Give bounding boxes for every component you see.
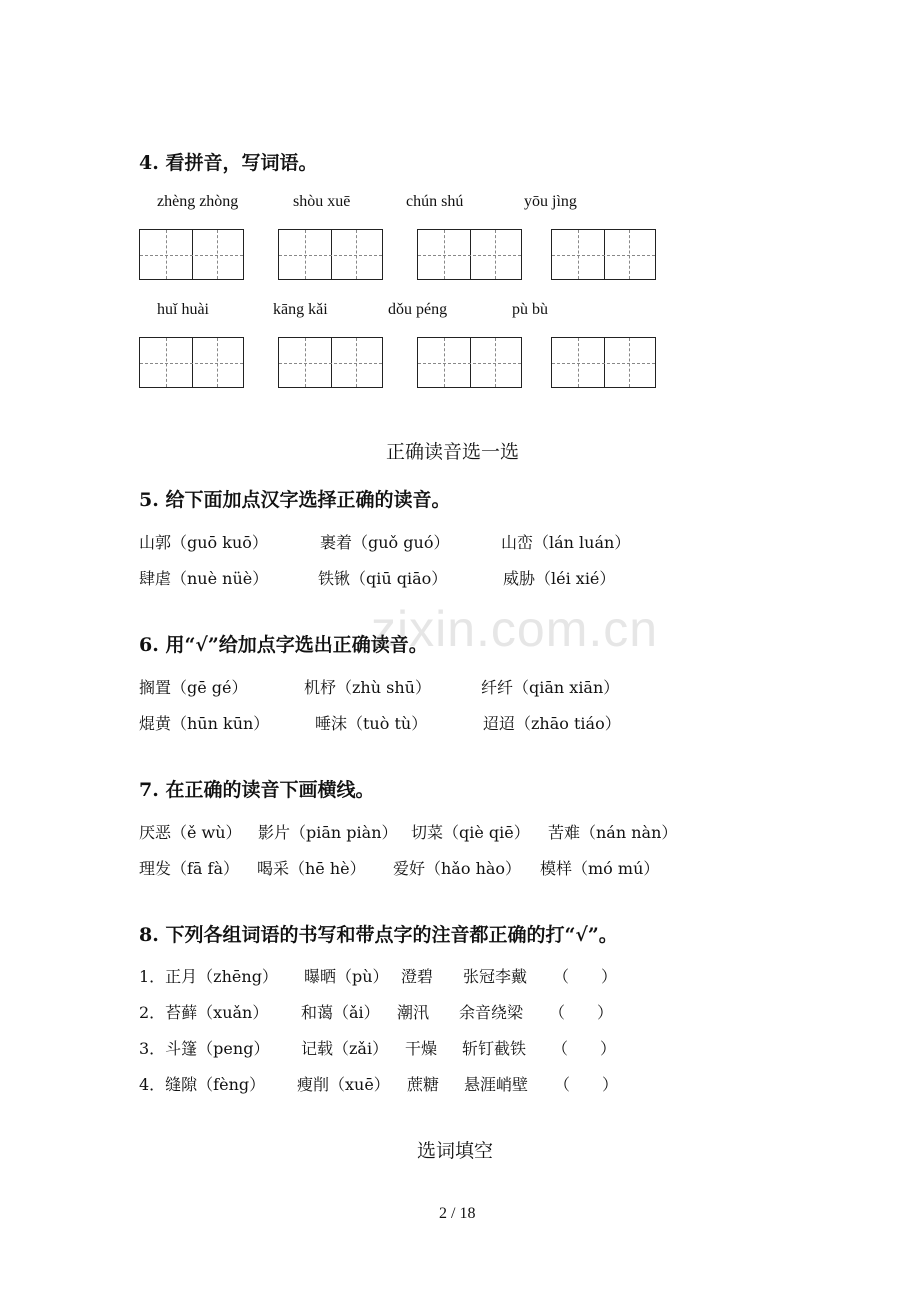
option-word: 2．苔藓（xuǎn） xyxy=(139,1003,269,1022)
writing-grid[interactable] xyxy=(417,337,522,388)
writing-grid[interactable] xyxy=(551,229,656,280)
option-word: 4．缝隙（fèng） xyxy=(139,1075,266,1094)
option-word: 瘦削（xuē） xyxy=(297,1075,390,1094)
section-heading: 正确读音选一选 xyxy=(386,441,520,463)
pinyin-label: dǒu péng xyxy=(388,301,448,318)
reading-item: 裹着（guǒ guó） xyxy=(320,533,450,552)
pinyin-label: shòu xuē xyxy=(293,193,351,210)
writing-grid[interactable] xyxy=(139,337,244,388)
option-word: 澄碧 xyxy=(401,967,434,986)
reading-item: 纤纤（qiān xiān） xyxy=(481,678,620,697)
option-word: 干燥 xyxy=(405,1039,438,1058)
option-word: 曝晒（pù） xyxy=(304,967,389,986)
question-7-title: 7. 在正确的读音下画横线。 xyxy=(139,779,375,801)
reading-item: 搁置（gē gé） xyxy=(139,678,248,697)
question-4-title: 4. 看拼音，写词语。 xyxy=(139,152,318,174)
pinyin-label: chún shú xyxy=(406,193,464,210)
option-word: 潮汛 xyxy=(397,1003,430,1022)
answer-blank[interactable]: （ ） xyxy=(553,967,618,986)
option-word: 斩钉截铁 xyxy=(462,1039,527,1058)
option-word: 余音绕梁 xyxy=(459,1003,524,1022)
reading-item: 模样（mó mú） xyxy=(540,859,660,878)
writing-grid[interactable] xyxy=(278,337,383,388)
reading-item: 切菜（qiè qiē） xyxy=(411,823,530,842)
reading-item: 铁锹（qiū qiāo） xyxy=(318,569,448,588)
option-word: 1．正月（zhēng） xyxy=(139,967,278,986)
pinyin-label: kāng kǎi xyxy=(273,301,328,318)
section-heading: 选词填空 xyxy=(417,1140,494,1162)
reading-item: 理发（fā fà） xyxy=(139,859,240,878)
option-word: 和蔼（ǎi） xyxy=(301,1003,380,1022)
question-6-title: 6. 用“√”给加点字选出正确读音。 xyxy=(139,634,428,656)
watermark-text: zixin.com.cn xyxy=(371,601,659,657)
option-word: 3．斗篷（peng） xyxy=(139,1039,270,1058)
answer-blank[interactable]: （ ） xyxy=(554,1075,619,1094)
pinyin-label: huǐ huài xyxy=(157,301,209,318)
answer-blank[interactable]: （ ） xyxy=(552,1039,617,1058)
reading-item: 威胁（léi xié） xyxy=(503,569,616,588)
writing-grid[interactable] xyxy=(551,337,656,388)
pinyin-label: zhèng zhòng xyxy=(157,193,239,210)
option-word: 张冠李戴 xyxy=(463,967,528,986)
reading-item: 山郭（guō kuō） xyxy=(139,533,268,552)
reading-item: 厌恶（ě wù） xyxy=(139,823,242,842)
pinyin-label: pù bù xyxy=(512,301,548,318)
option-word: 悬涯峭壁 xyxy=(464,1075,529,1094)
question-8-title: 8. 下列各组词语的书写和带点字的注音都正确的打“√”。 xyxy=(139,924,618,946)
reading-item: 苦难（nán nàn） xyxy=(548,823,678,842)
pinyin-label: yōu jìng xyxy=(524,193,577,210)
option-word: 记载（zǎi） xyxy=(301,1039,389,1058)
answer-blank[interactable]: （ ） xyxy=(549,1003,614,1022)
reading-item: 山峦（lán luán） xyxy=(501,533,631,552)
page-number: 2 / 18 xyxy=(439,1205,476,1222)
reading-item: 影片（piān piàn） xyxy=(258,823,398,842)
reading-item: 机杼（zhù shū） xyxy=(304,678,431,697)
question-5-title: 5. 给下面加点汉字选择正确的读音。 xyxy=(139,489,451,511)
writing-grid[interactable] xyxy=(278,229,383,280)
writing-grid[interactable] xyxy=(417,229,522,280)
reading-item: 迢迢（zhāo tiáo） xyxy=(483,714,621,733)
option-word: 蔗糖 xyxy=(407,1075,440,1094)
reading-item: 喝采（hē hè） xyxy=(257,859,366,878)
reading-item: 唾沫（tuò tù） xyxy=(315,714,428,733)
reading-item: 肆虐（nuè nüè） xyxy=(139,569,269,588)
writing-grid[interactable] xyxy=(139,229,244,280)
reading-item: 爱好（hǎo hào） xyxy=(393,859,522,878)
reading-item: 焜黄（hūn kūn） xyxy=(139,714,270,733)
